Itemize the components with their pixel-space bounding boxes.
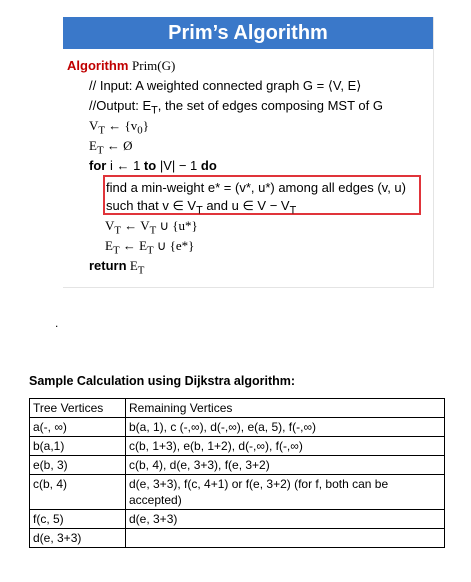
vt-assign: ← {v (105, 118, 138, 133)
return-subscript: T (137, 264, 145, 277)
tree-vertex-cell: c(b, 4) (30, 475, 126, 510)
table-row (30, 418, 445, 437)
return-line (67, 256, 429, 276)
vt-update-line (67, 216, 429, 236)
et-assign: ← Ø (103, 138, 133, 153)
et-update-line (67, 236, 429, 256)
output-comment-rest: , the set of edges composing MST of G (157, 98, 383, 113)
hl-line2-sub1: T (196, 204, 203, 217)
vt-init-line (67, 116, 429, 136)
calculation-table (29, 398, 445, 548)
tree-vertex-cell: a(-, ∞) (30, 418, 126, 437)
vt2-assign: ← V (121, 218, 150, 233)
algorithm-pseudocode-tail (67, 216, 429, 276)
tree-vertex-cell: f(c, 5) (30, 510, 126, 529)
for-keyword: for (89, 158, 107, 173)
vt2-union: ∪ {u*} (156, 218, 198, 233)
table-row (30, 456, 445, 475)
remaining-vertices-cell: d(e, 3+3) (126, 510, 445, 529)
sample-calculation-heading: Sample Calculation using Dijkstra algorithm: (29, 374, 296, 388)
vt2-subscript-2: T (149, 224, 157, 237)
et2-union: ∪ {e*} (153, 238, 195, 253)
slide-title: Prim’s Algorithm (63, 17, 433, 49)
return-keyword: return (89, 258, 127, 273)
vt-symbol: V (89, 118, 99, 133)
table-header-row (30, 399, 445, 418)
do-keyword: do (200, 158, 217, 173)
table-row (30, 529, 445, 548)
table-row (30, 510, 445, 529)
tree-vertex-cell: b(a,1) (30, 437, 126, 456)
input-comment: // Input: A weighted connected graph G = ⟨V, E⟩ (89, 78, 362, 93)
header-tree-vertices: Tree Vertices (30, 399, 126, 418)
for-range: |V| − 1 (156, 158, 201, 173)
hl-line2-sub2: T (289, 204, 297, 217)
et2-subscript: T (112, 244, 120, 257)
et-init-line (67, 136, 429, 156)
tree-vertex-cell: d(e, 3+3) (30, 529, 126, 548)
et-symbol: E (89, 138, 97, 153)
highlight-line-2 (106, 198, 296, 217)
remaining-vertices-cell: d(e, 3+3), f(c, 4+1) or f(e, 3+2) (for f, both can be accepted) (126, 475, 445, 510)
remaining-vertices-cell: b(a, 1), c (-,∞), d(-,∞), e(a, 5), f(-,∞) (126, 418, 445, 437)
et2-assign: ← E (119, 238, 148, 253)
algorithm-keyword: Algorithm (67, 58, 129, 73)
output-comment: //Output: E (89, 98, 152, 113)
algorithm-name: Prim(G) (132, 58, 176, 73)
hl-line2-part-a: such that v ∈ V (106, 198, 197, 213)
table-row (30, 475, 445, 510)
vt-close: } (142, 118, 149, 133)
output-comment-line (67, 96, 429, 116)
prims-algorithm-slide (63, 17, 434, 288)
for-variable: i ← 1 (106, 158, 144, 173)
algorithm-pseudocode (67, 56, 429, 176)
vt2-subscript: T (114, 224, 122, 237)
hl-line2-part-b: and u ∈ V − V (202, 198, 290, 213)
highlight-line-1: find a min-weight e* = (v*, u*) among all edges (v, u) (106, 180, 406, 195)
et2-subscript-2: T (147, 244, 154, 257)
tree-vertex-cell: e(b, 3) (30, 456, 126, 475)
for-loop-line (67, 156, 429, 176)
table-row (30, 437, 445, 456)
stray-dot: . (55, 316, 59, 330)
et-subscript: T (96, 144, 104, 157)
header-remaining-vertices: Remaining Vertices (126, 399, 445, 418)
algo-header-line (67, 56, 429, 76)
remaining-vertices-cell: c(b, 1+3), e(b, 1+2), d(-,∞), f(-,∞) (126, 437, 445, 456)
v0-subscript: 0 (137, 124, 143, 137)
remaining-vertices-cell: c(b, 4), d(e, 3+3), f(e, 3+2) (126, 456, 445, 475)
return-value: E (126, 258, 138, 273)
to-keyword: to (143, 158, 157, 173)
vt-subscript: T (98, 124, 106, 137)
et2-symbol: E (105, 238, 113, 253)
input-comment-line (67, 76, 429, 96)
remaining-vertices-cell (126, 529, 445, 548)
vt2-symbol: V (105, 218, 115, 233)
output-subscript: T (151, 104, 158, 117)
